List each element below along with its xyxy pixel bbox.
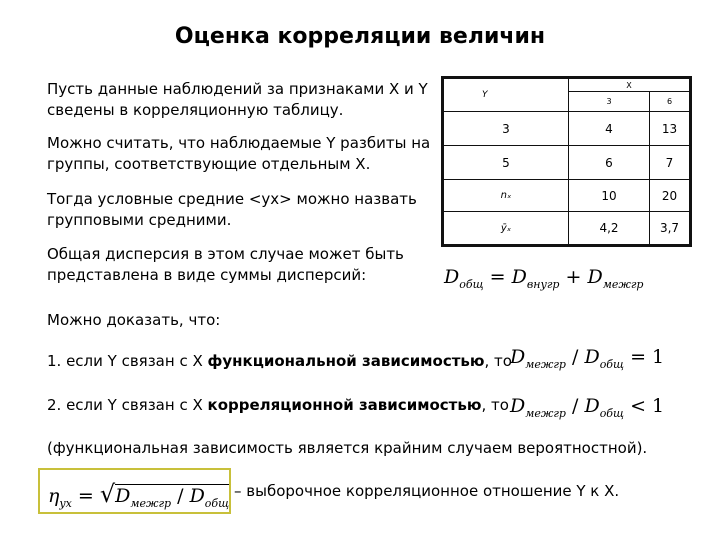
table-header-y: Y [443, 78, 569, 112]
table-row-label: nₓ [443, 180, 569, 212]
paragraph-groups: Можно считать, что наблюдаемые Y разбиты на группы, соответствующие отдельным X. [47, 134, 431, 173]
slide-title: Оценка корреляции величин [174, 24, 546, 49]
paragraph-conditional-means: Тогда условные средние <yx> можно назвать групповыми средними. [47, 190, 417, 229]
functional-ratio-formula: $D_{межгр} / D_{общ} = 1$ [510, 346, 665, 371]
table-cell: 10 [569, 180, 650, 212]
table-cell: 7 [650, 146, 691, 180]
table-x-value: 6 [650, 92, 691, 112]
note-text: (функциональная зависимость является крайним случаем вероятностной). [47, 439, 648, 457]
table-row-label: 3 [443, 112, 569, 146]
table-cell: 6 [569, 146, 650, 180]
table-x-value: 3 [569, 92, 650, 112]
paragraph-correlation-table: Пусть данные наблюдений за признаками X и Y сведены в корреляционную таблицу. [47, 80, 428, 119]
table-row-label: ȳₓ [443, 212, 569, 246]
list-item-prefix: 1. если Y связан с X [47, 352, 208, 370]
correlational-ratio-formula: $D_{межгр} / D_{общ} < 1$ [510, 395, 665, 420]
paragraph-total-variance: Общая дисперсия в этом случае может быть представлена в виде суммы дисперсий: [47, 245, 404, 284]
table-cell: 13 [650, 112, 691, 146]
correlation-ratio-box [38, 468, 231, 514]
paragraph-can-prove: Можно доказать, что: [47, 311, 221, 329]
correlation-ratio-formula: $\eta_{yx} = √D_{межгр} / D_{общ}$ [48, 480, 230, 510]
list-item-correlational [47, 395, 509, 416]
table-cell: 4 [569, 112, 650, 146]
table-row-label: 5 [443, 146, 569, 180]
list-item-prefix: 2. если Y связан с X [47, 396, 208, 414]
variance-sum-formula: $D_{общ} = D_{внугр} + D_{межгр}$ [444, 266, 644, 291]
table-cell: 4,2 [569, 212, 650, 246]
correlation-ratio-description: – выборочное корреляционное отношение Y к X. [234, 482, 620, 500]
list-item-functional [47, 351, 512, 372]
sqrt-icon: √ [99, 480, 116, 508]
table-cell: 20 [650, 180, 691, 212]
list-item-suffix: , то [481, 396, 509, 414]
list-item-suffix: , то [484, 352, 512, 370]
list-item-emphasis: функциональной зависимостью [207, 352, 485, 370]
correlation-table [441, 76, 692, 247]
table-cell: 3,7 [650, 212, 691, 246]
table-header-x: X [569, 78, 691, 92]
list-item-emphasis: корреляционной зависимостью [207, 396, 482, 414]
